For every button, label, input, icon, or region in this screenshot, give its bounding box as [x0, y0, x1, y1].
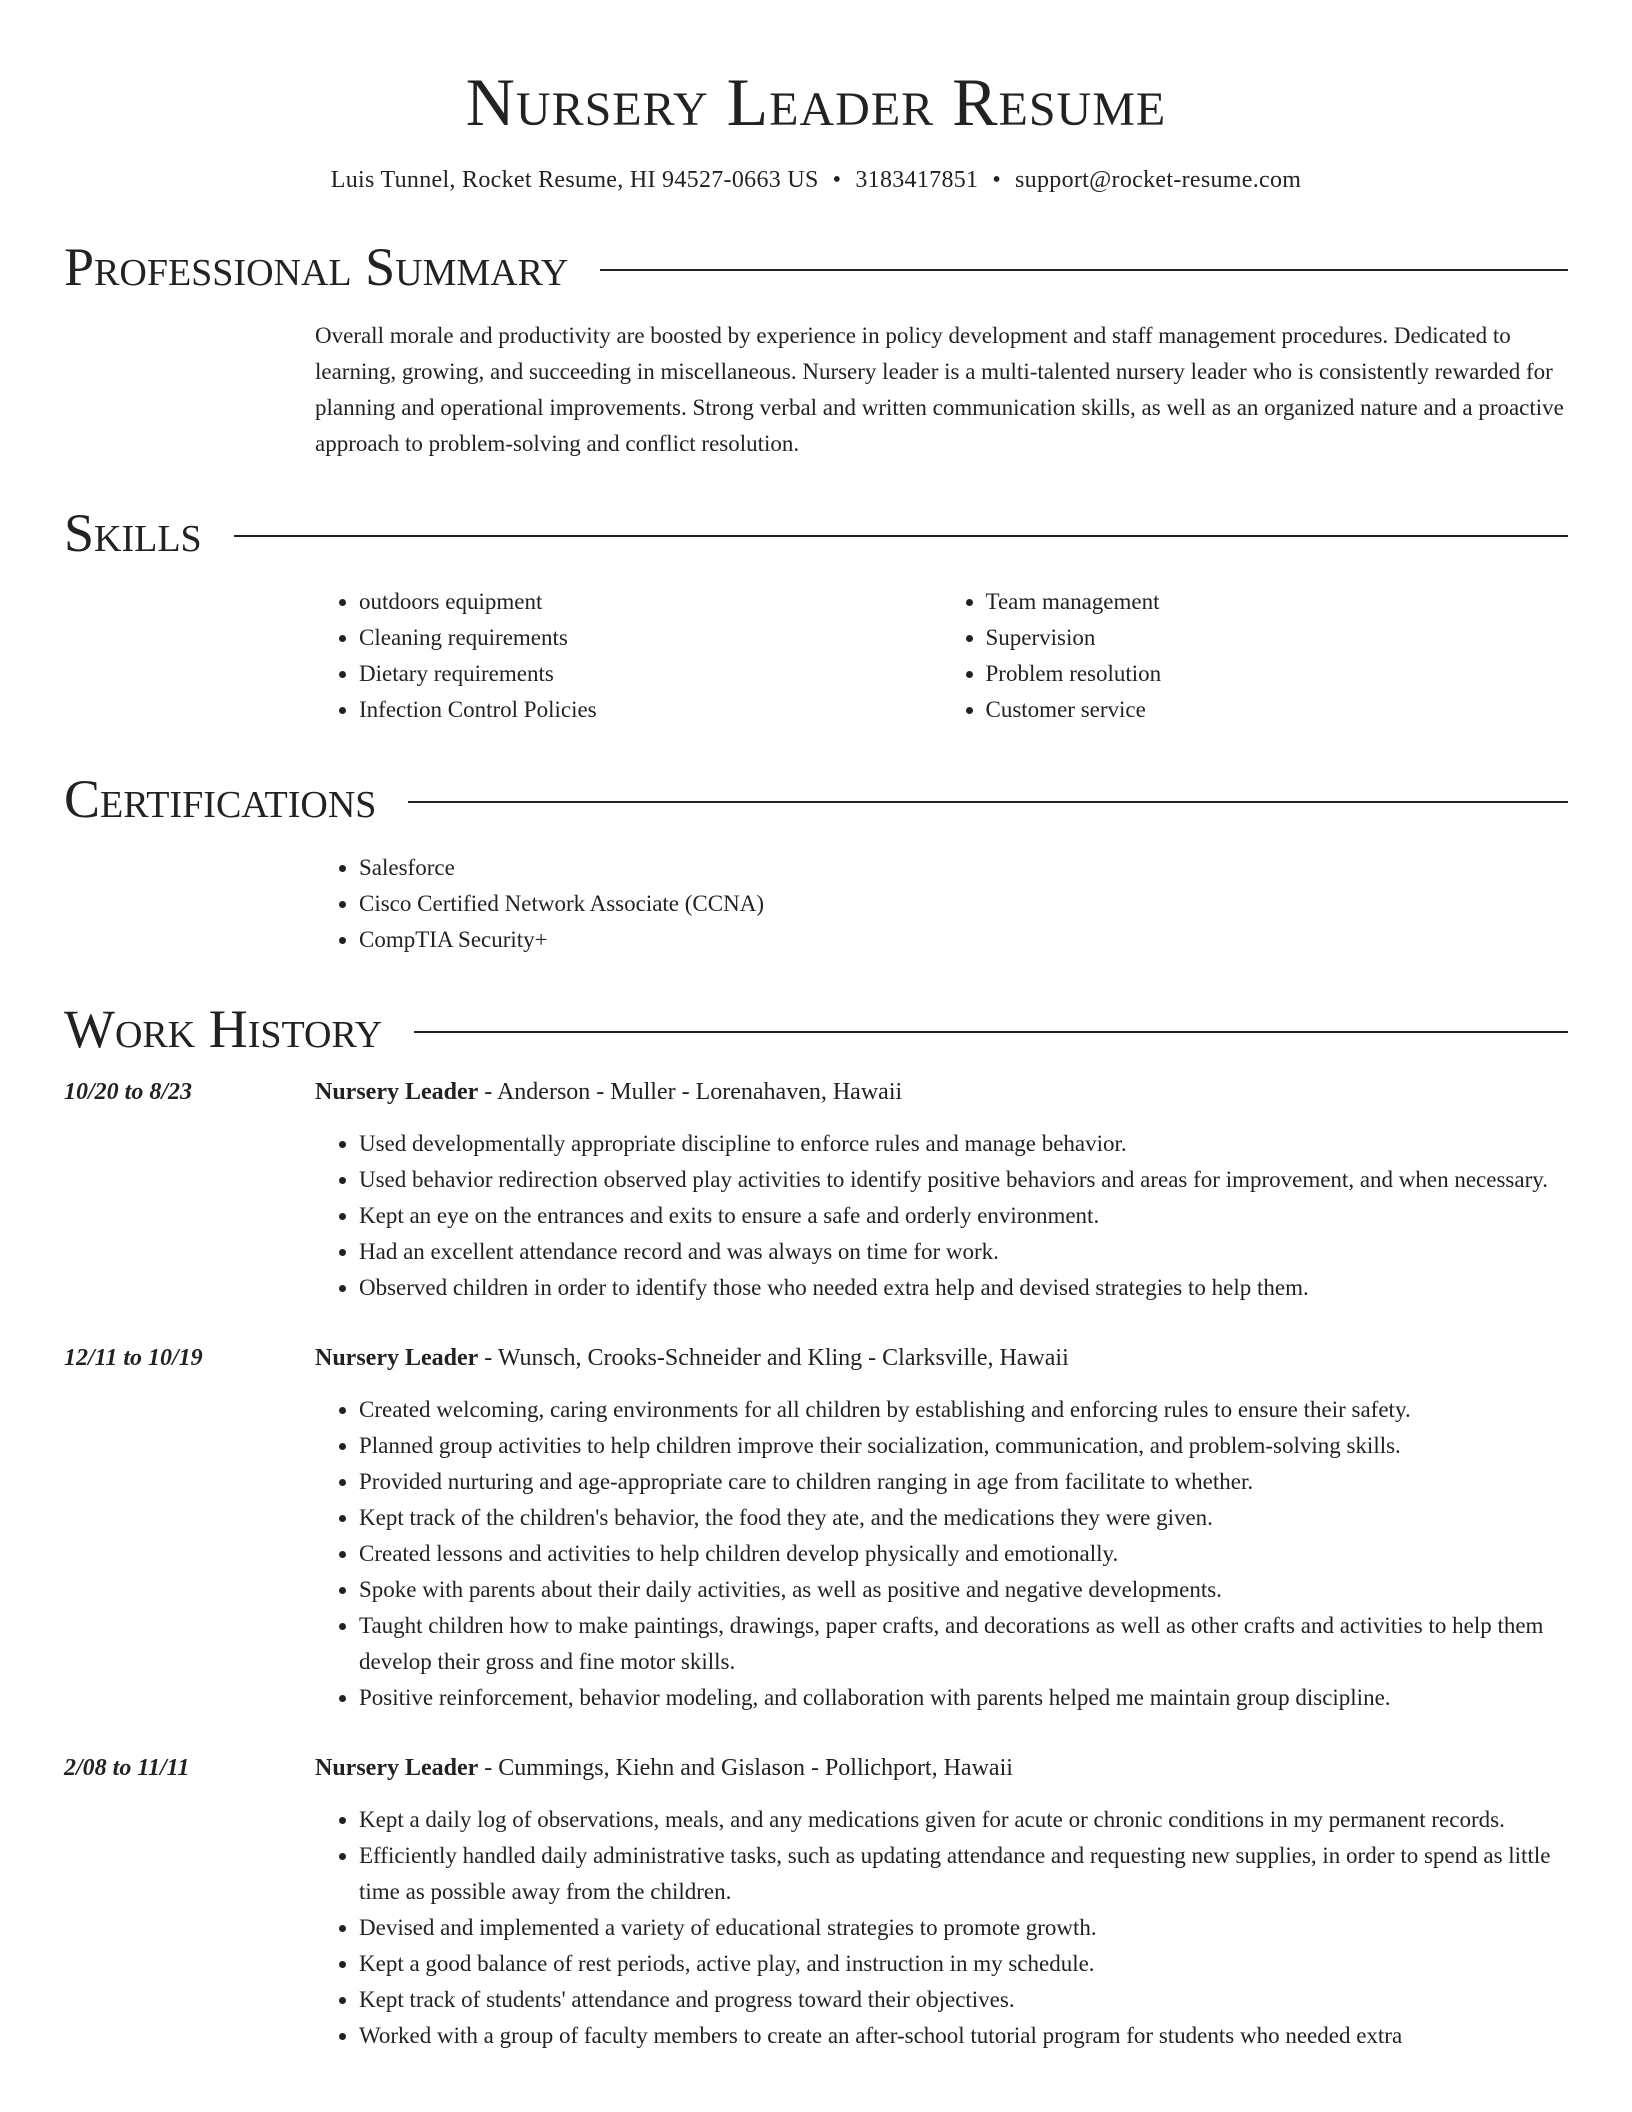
- job-bullet: • Kept track of the children's behavior, the food they ate, and the medications they were given.: [359, 1500, 1568, 1536]
- job-heading: [315, 1074, 1568, 1110]
- skill-item: • Supervision: [986, 620, 1569, 656]
- job-bullet: • Kept track of students' attendance and progress toward their objectives.: [359, 1982, 1568, 2018]
- job-bullet: • Observed children in order to identify those who needed extra help and devised strategies to help them.: [359, 1270, 1568, 1306]
- job-bullets: [315, 1392, 1568, 1716]
- job-role: Nursery Leader: [315, 1345, 479, 1371]
- job-dates: 10/20 to 8/23: [64, 1079, 193, 1105]
- job-dates: 2/08 to 11/11: [64, 1755, 190, 1781]
- certification-item: • Salesforce: [359, 850, 1568, 886]
- skill-item: • Team management: [986, 584, 1569, 620]
- section-divider: [408, 801, 1568, 803]
- job-role: Nursery Leader: [315, 1755, 479, 1781]
- job-bullet: • Used developmentally appropriate discipline to enforce rules and manage behavior.: [359, 1126, 1568, 1162]
- contact-email[interactable]: support@rocket-resume.com: [1015, 167, 1302, 193]
- certifications-section-header: [64, 768, 1568, 830]
- contact-separator: •: [992, 167, 1002, 193]
- skills-list: [315, 584, 1568, 728]
- job-bullet: • Kept an eye on the entrances and exits to ensure a safe and orderly environment.: [359, 1198, 1568, 1234]
- summary-section-header: [64, 236, 1568, 298]
- skills-column-right: [942, 584, 1569, 728]
- job-bullet: • Used behavior redirection observed play activities to identify positive behaviors and areas for improvement, and when necessary.: [359, 1162, 1568, 1198]
- job-bullet: • Worked with a group of faculty members to create an after-school tutorial program for students who needed extra: [359, 2018, 1568, 2054]
- job-employer: - Cummings, Kiehn and Gislason - Pollichport, Hawaii: [478, 1755, 1013, 1781]
- resume-title: Nursery Leader Resume: [465, 64, 1167, 140]
- job-body: [315, 1074, 1568, 1306]
- summary-section-title: Professional Summary: [64, 237, 569, 297]
- skill-item: • outdoors equipment: [359, 584, 942, 620]
- skill-item: • Infection Control Policies: [359, 692, 942, 728]
- job-bullet: • Taught children how to make paintings, drawings, paper crafts, and decorations as well as other crafts and activities to help them develop their gross and fine motor skills.: [359, 1608, 1568, 1680]
- skills-column-left: [315, 584, 942, 728]
- job-bullet: • Positive reinforcement, behavior modeling, and collaboration with parents helped me maintain group discipline.: [359, 1680, 1568, 1716]
- job-entry: [64, 1750, 1568, 2054]
- skills-section-header: [64, 502, 1568, 564]
- work-section-title: Work History: [64, 999, 383, 1059]
- contact-phone: 3183417851: [855, 167, 979, 193]
- work-section-header: [64, 998, 1568, 1060]
- job-heading: [315, 1750, 1568, 1786]
- job-employer: - Wunsch, Crooks-Schneider and Kling - Clarksville, Hawaii: [478, 1345, 1069, 1371]
- job-bullet: • Spoke with parents about their daily activities, as well as positive and negative developments.: [359, 1572, 1568, 1608]
- job-bullet: • Kept a daily log of observations, meals, and any medications given for acute or chronic conditions in my permanent records.: [359, 1802, 1568, 1838]
- contact-separator: •: [832, 167, 842, 193]
- job-heading: [315, 1340, 1568, 1376]
- summary-text: Overall morale and productivity are boosted by experience in policy development and staff management procedures. Dedicated to learning, growing, and succeeding in miscellaneous. Nursery leader is a multi-talented nursery leader who is consistently rewarded for planning and operational improvements. Strong verbal and written communication skills, as well as an organized nature and a proactive approach to problem-solving and conflict resolution.: [315, 323, 1564, 456]
- section-divider: [234, 535, 1568, 537]
- certifications-list: [315, 850, 1568, 958]
- job-bullets: [315, 1802, 1568, 2054]
- job-bullet: • Had an excellent attendance record and was always on time for work.: [359, 1234, 1568, 1270]
- section-divider: [600, 269, 1568, 271]
- job-body: [315, 1750, 1568, 2054]
- job-bullet: • Efficiently handled daily administrative tasks, such as updating attendance and requesting new supplies, in order to spend as little time as possible away from the children.: [359, 1838, 1568, 1910]
- skills-section-title: Skills: [64, 503, 202, 563]
- contact-address: Luis Tunnel, Rocket Resume, HI 94527-0663 US: [330, 167, 819, 193]
- skill-item: • Cleaning requirements: [359, 620, 942, 656]
- job-bullet: • Created welcoming, caring environments for all children by establishing and enforcing rules to ensure their safety.: [359, 1392, 1568, 1428]
- skill-item: • Dietary requirements: [359, 656, 942, 692]
- job-bullet: • Planned group activities to help children improve their socialization, communication, and problem-solving skills.: [359, 1428, 1568, 1464]
- job-dates: 12/11 to 10/19: [64, 1345, 203, 1371]
- job-bullet: • Created lessons and activities to help children develop physically and emotionally.: [359, 1536, 1568, 1572]
- certification-item: • Cisco Certified Network Associate (CCNA): [359, 886, 1568, 922]
- job-bullet: • Provided nurturing and age-appropriate care to children ranging in age from facilitate to whether.: [359, 1464, 1568, 1500]
- job-body: [315, 1340, 1568, 1716]
- job-role: Nursery Leader: [315, 1079, 479, 1105]
- job-employer: - Anderson - Muller - Lorenahaven, Hawaii: [478, 1079, 903, 1105]
- certifications-section-title: Certifications: [64, 769, 377, 829]
- job-entry: [64, 1340, 1568, 1716]
- certification-item: • CompTIA Security+: [359, 922, 1568, 958]
- skill-item: • Customer service: [986, 692, 1569, 728]
- contact-line: [64, 164, 1568, 196]
- certifications-bullets: [315, 850, 1568, 958]
- job-bullets: [315, 1126, 1568, 1306]
- skill-item: • Problem resolution: [986, 656, 1569, 692]
- section-divider: [414, 1031, 1568, 1033]
- job-entry: [64, 1074, 1568, 1306]
- job-bullet: • Devised and implemented a variety of educational strategies to promote growth.: [359, 1910, 1568, 1946]
- job-bullet: • Kept a good balance of rest periods, active play, and instruction in my schedule.: [359, 1946, 1568, 1982]
